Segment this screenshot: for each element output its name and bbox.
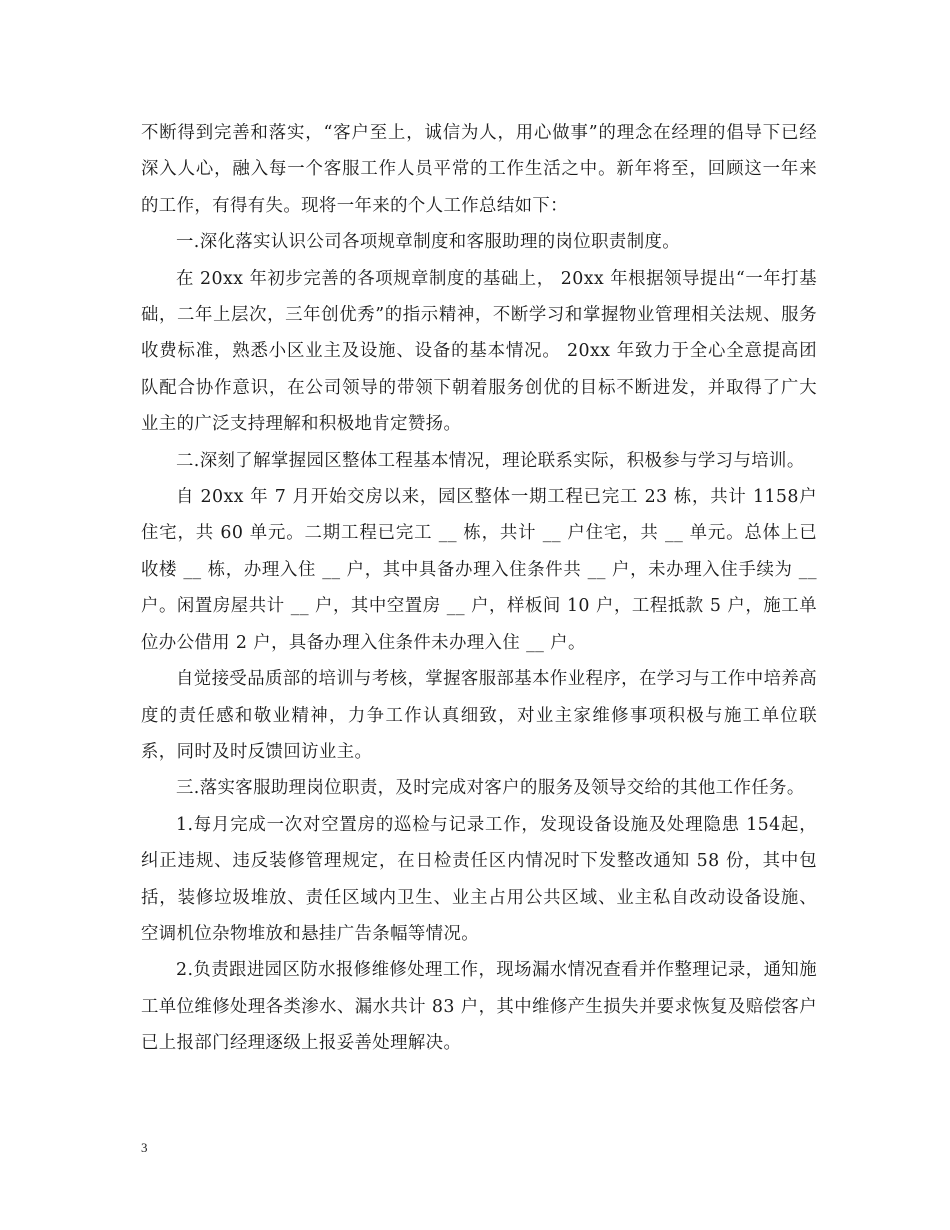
paragraph-section-1: 在 20xx 年初步完善的各项规章制度的基础上， 20xx 年根据领导提出“一年打基础，二年上层次，三年创优秀”的指示精神，不断学习和掌握物业管理相关法规、服务收费标准，熟悉小区业主及设施、设备的基本情况。 20xx 年致力于全心全意提高团队配合协作意识，在公司领导的带领下朝着服务创优的目标不断进发，并取得了广大业主的广泛支持理解和积极地肯定赞扬。 xyxy=(141,268,817,435)
paragraph-item-2: 2.负责跟进园区防水报修维修处理工作，现场漏水情况查看并作整理记录，通知施工单位维修处理各类渗水、漏水共计 83 户，其中维修产生损失并要求恢复及赔偿客户已上报部门经理逐级上报妥善处理解决。 xyxy=(141,960,817,1054)
section-heading-2: 二.深刻了解掌握园区整体工程基本情况，理论联系实际，积极参与学习与培训。 xyxy=(176,450,805,471)
paragraph-item-1: 1.每月完成一次对空置房的巡检与记录工作，发现设备设施及处理隐患 154起，纠正违规、违反装修管理规定，在日检责任区内情况时下发整改通知 58 份，其中包括，装修垃圾堆放、责任区域内卫生、业主占用公共区域、业主私自改动设备设施、空调机位杂物堆放和悬挂广告条幅等情况。 xyxy=(141,814,817,944)
section-heading-3: 三.落实客服助理岗位职责，及时完成对客户的服务及领导交给的其他工作任务。 xyxy=(176,778,805,799)
paragraph-section-2-project: 自 20xx 年 7 月开始交房以来，园区整体一期工程已完工 23 栋，共计 1158户住宅，共 60 单元。二期工程已完工 __ 栋，共计 __ 户住宅，共 __ 单元。总体上已收楼 __ 栋，办理入住 __ 户，其中具备办理入住条件共 __ 户，未办理入住手续为 __ 户。闲置房屋共计 __ 户，其中空置房 __ 户，样板间 10 户，工程抵款 5 户，施工单位办公借用 2 户，具备办理入住条件未办理入住 __ 户。 xyxy=(141,487,817,653)
paragraph-intro: 不断得到完善和落实，“客户至上，诚信为人，用心做事”的理念在经理的倡导下已经深入人心，融入每一个客服工作人员平常的工作生活之中。新年将至，回顾这一年来的工作，有得有失。现将一年来的个人工作总结如下： xyxy=(141,123,817,216)
page-number: 3 xyxy=(141,1140,148,1155)
paragraph-section-2-training: 自觉接受品质部的培训与考核，掌握客服部基本作业程序，在学习与工作中培养高度的责任感和敬业精神，力争工作认真细致，对业主家维修事项积极与施工单位联系，同时及时反馈回访业主。 xyxy=(141,669,817,762)
document-body xyxy=(141,115,817,1062)
section-heading-1: 一.深化落实认识公司各项规章制度和客服助理的岗位职责制度。 xyxy=(176,232,681,253)
